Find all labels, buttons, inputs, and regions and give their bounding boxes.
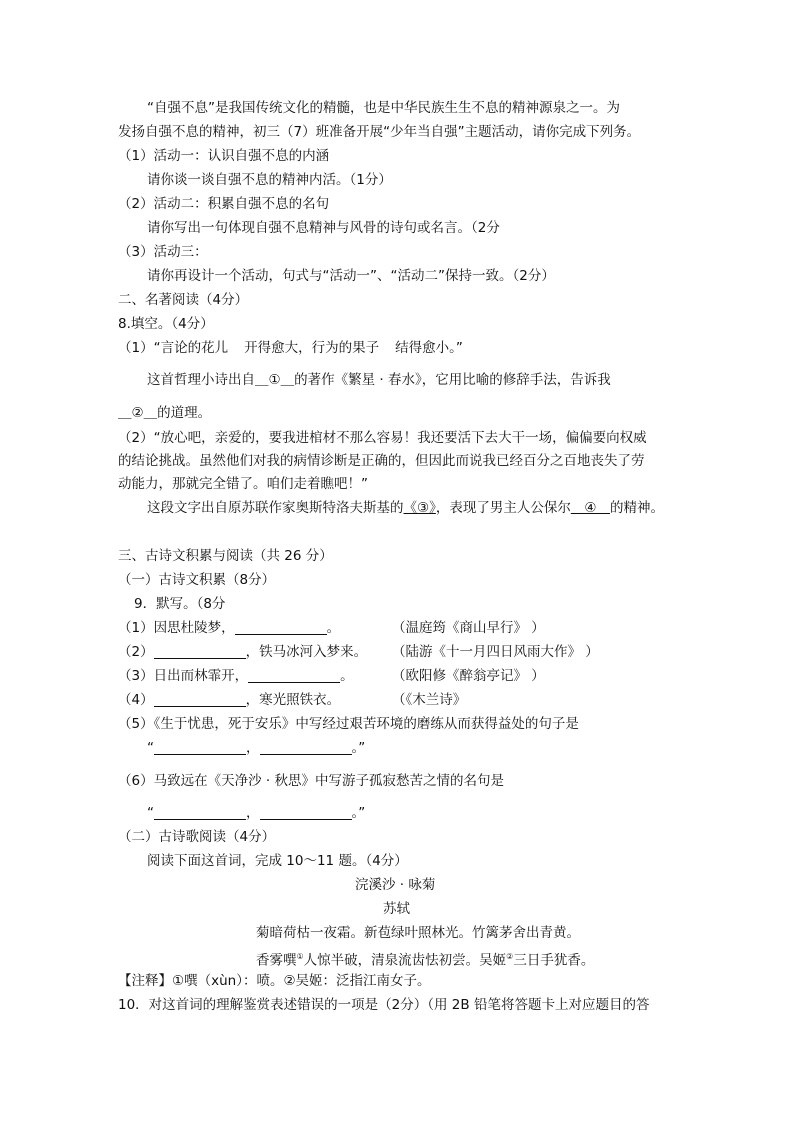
section-2-title: 二、名著阅读（4分） xyxy=(118,292,249,308)
section-3-title: 三、古诗文积累与阅读（共 26 分） xyxy=(118,548,333,564)
reading-instruction: 阅读下面这首词，完成 10～11 题。（4分） xyxy=(147,853,408,869)
q9-item-3: （3）日出而林霏开， 。 xyxy=(118,668,354,684)
blank-3: 《③》 xyxy=(403,500,436,516)
activity-1-task: 请你谈一谈自强不息的精神内活。（1分） xyxy=(147,172,392,188)
q9-item-5: （5）《生于忧患，死于安乐》中写经过艰苦环境的磨练从而获得益处的句子是 xyxy=(118,716,579,732)
q9-item-2: （2） ，铁马冰河入梦来。 xyxy=(118,644,368,660)
answer-blank[interactable] xyxy=(154,644,246,659)
q8-2-line-1: （2）“放心吧，亲爱的，要我进棺材不那么容易！我还要活下去大干一场，偏偏要向权威 xyxy=(118,430,647,446)
poem-line-2: 香雾噀①人惊半破，清泉流齿怯初尝。吴姬②三日手犹香。 xyxy=(256,952,595,969)
q8-1-text-cont: ＿②＿的道理。 xyxy=(118,405,212,421)
q9-item-2-source: （陆游《十一月四日风雨大作》 ） xyxy=(392,644,599,660)
q9-item-4: （4） ，寒光照铁衣。 xyxy=(118,692,341,708)
q8-1-quote: （1）“言论的花儿 开得愈大，行为的果子 结得愈小。” xyxy=(118,340,463,356)
answer-blank[interactable] xyxy=(154,805,246,820)
answer-blank[interactable] xyxy=(154,692,246,707)
q8-2-line-2: 的结论挑战。虽然他们对我的病情诊断是正确的，但因此而说我已经百分之百地丧失了劳 xyxy=(118,453,645,469)
q9-item-5-answer: “ ， 。” xyxy=(147,740,366,756)
answer-blank[interactable] xyxy=(248,668,340,683)
intro-line-2: 发扬自强不息的精神，初三（7）班准备开展“少年当自强”主题活动，请你完成下列务。 xyxy=(118,124,641,140)
footnote-marker: ② xyxy=(506,952,514,961)
question-10: 10．对这首词的理解鉴赏表述错误的一项是（2分）（用 2B 铅笔将答题卡上对应题目的答 xyxy=(118,997,650,1013)
activity-1-heading: （1）活动一：认识自强不息的内涵 xyxy=(118,148,330,164)
answer-blank[interactable] xyxy=(235,620,327,635)
blank-4: ＿④＿ xyxy=(570,500,610,516)
subsection-2-title: （二）古诗歌阅读（4分） xyxy=(118,829,276,845)
question-9: 9．默写。（8分 xyxy=(134,596,226,612)
intro-line-1: “自强不息”是我国传统文化的精髓，也是中华民族生生不息的精神源泉之一。为 xyxy=(147,100,620,116)
question-8: 8.填空。（4分） xyxy=(118,316,214,332)
q8-1-text: 这首哲理小诗出自＿①＿的著作《繁星 · 春水》，它用比喻的修辞手法，告诉我 xyxy=(147,372,611,388)
q9-item-1-source: （温庭筠《商山早行》 ） xyxy=(392,620,545,636)
q9-item-6-answer: “ ， 。” xyxy=(147,805,366,821)
subsection-1-title: （一）古诗文积累（8分） xyxy=(118,572,276,588)
poem-author: 苏轼 xyxy=(383,901,410,917)
activity-3-task: 请你再设计一个活动，句式与“活动一”、“活动二”保持一致。（2分） xyxy=(147,268,555,284)
activity-2-task: 请你写出一句体现自强不息精神与风骨的诗句或名言。（2分 xyxy=(147,220,500,236)
answer-blank[interactable] xyxy=(260,740,352,755)
q9-item-3-source: （欧阳修《醉翁亭记》 ） xyxy=(392,668,545,684)
q9-item-4-source: （《木兰诗》 xyxy=(392,692,467,708)
q9-item-6: （6）马致远在《天净沙 · 秋思》中写游子孤寂愁苦之情的名句是 xyxy=(118,773,504,789)
answer-blank[interactable] xyxy=(260,805,352,820)
poem-title: 浣溪沙 · 咏菊 xyxy=(355,877,436,893)
activity-3-heading: （3）活动三： xyxy=(118,244,208,260)
footnote-marker: ① xyxy=(296,952,304,961)
q9-item-1: （1）因思杜陵梦， 。 xyxy=(118,620,341,636)
activity-2-heading: （2）活动二：积累自强不息的名句 xyxy=(118,196,330,212)
poem-line-1: 菊暗荷枯一夜霜。新苞绿叶照林光。竹篱茅舍出青黄。 xyxy=(256,925,580,941)
q8-2-line-4: 这段文字出自原苏联作家奥斯特洛夫斯基的《③》，表现了男主人公保尔＿④＿的精神。 xyxy=(147,500,664,516)
answer-blank[interactable] xyxy=(154,740,246,755)
q8-2-line-3: 动能力，那就完全错了。咱们走着瞧吧！” xyxy=(118,476,368,492)
poem-notes: 【注释】①噀（xùn）：喷。②吴姬：泛指江南女子。 xyxy=(118,973,431,989)
